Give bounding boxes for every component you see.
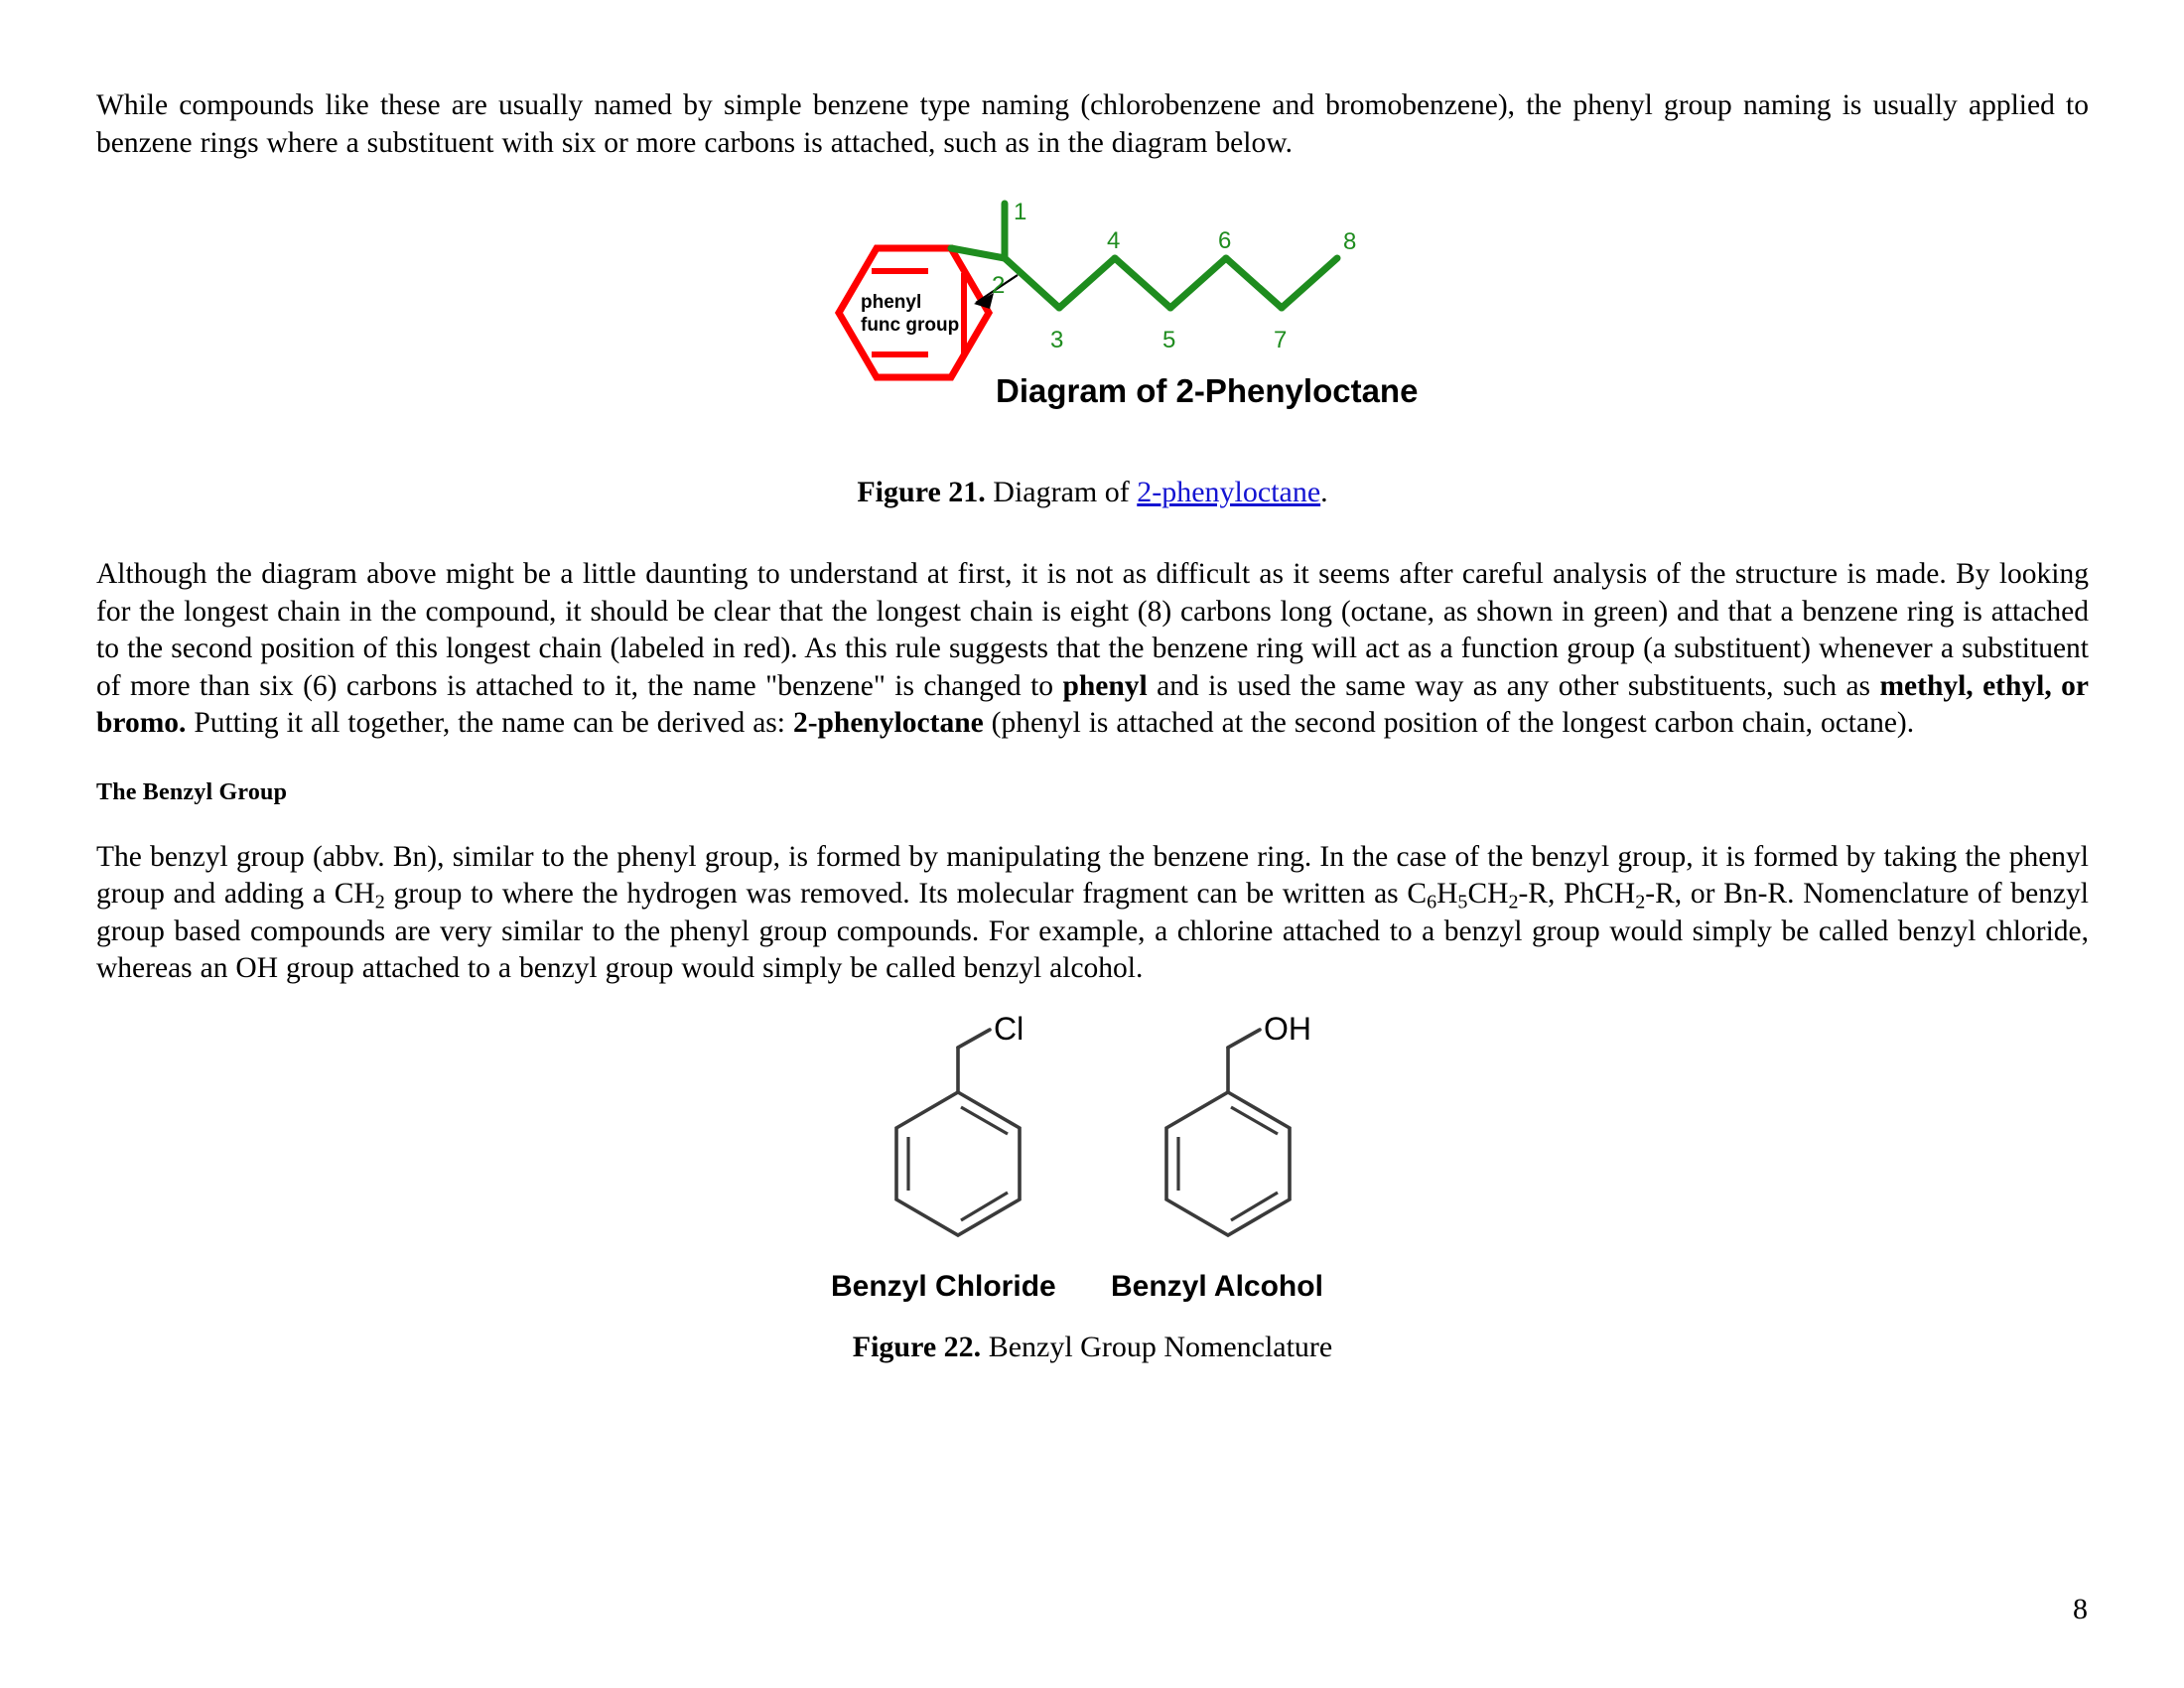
analysis-text-4: (phenyl is attached at the second position of the longest carbon chain, octane). — [983, 707, 1915, 739]
benzyl-alcohol-ring — [1166, 1092, 1290, 1235]
chain-number-4: 4 — [1107, 227, 1121, 254]
benzyl-sub-1: 2 — [374, 891, 385, 914]
benzyl-text-1: The benzyl group (abbv. Bn), similar to the phenyl group, is formed by manipulating the benzene ring. In the case of the benzyl group, it is formed by taking the phenyl group and adding a CH — [96, 840, 2089, 910]
figure-22-caption-text: Benzyl Group Nomenclature — [981, 1330, 1333, 1363]
analysis-text-2: and is used the same way as any other substituents, such as — [1147, 669, 1880, 702]
benzyl-structures-diagram — [831, 1010, 1407, 1353]
benzyl-chloride-substituent-label: Cl — [994, 1010, 1024, 1047]
figure-22-label: Figure 22. — [852, 1330, 982, 1363]
benzyl-sub-2: 6 — [1427, 891, 1437, 914]
structure-benzyl-chloride — [831, 1011, 1056, 1303]
benzyl-sub-5: 2 — [1635, 891, 1646, 914]
heading-benzyl-group: The Benzyl Group — [96, 778, 288, 805]
chain-number-2: 2 — [992, 272, 1006, 299]
figure-21-caption — [96, 474, 2089, 511]
benzyl-chloride-double-bonds — [908, 1107, 1008, 1220]
page-number: 8 — [2073, 1593, 2088, 1625]
octane-chain-green — [951, 204, 1337, 308]
benzyl-chloride-ring — [896, 1092, 1020, 1235]
phenyl-annotation-line2: func group — [861, 315, 960, 336]
chain-number-3: 3 — [1050, 327, 1064, 353]
analysis-text-3: Putting it all together, the name can be derived as: — [186, 707, 793, 739]
benzyl-sub-3: 5 — [1457, 891, 1468, 914]
figure-21-container — [96, 196, 2089, 523]
chain-number-1: 1 — [1014, 199, 1027, 225]
benzyl-text-4: CH — [1467, 878, 1509, 910]
analysis-bold-substituents: methyl, ethyl, or bromo. — [96, 669, 2090, 739]
benzyl-alcohol-substituent-label: OH — [1264, 1010, 1311, 1047]
benzyl-text-3: H — [1436, 878, 1458, 910]
chain-number-5: 5 — [1162, 327, 1176, 353]
figure-21-label: Figure 21. — [857, 476, 986, 508]
chain-number-6: 6 — [1218, 227, 1232, 254]
benzyl-alcohol-double-bonds — [1178, 1107, 1278, 1220]
chain-number-8: 8 — [1343, 228, 1357, 255]
phenyl-annotation-line1: phenyl — [861, 292, 922, 313]
figure-21-caption-after: . — [1320, 476, 1328, 508]
paragraph-benzyl — [96, 839, 2089, 988]
figure-21-link[interactable]: 2-phenyloctane — [1137, 476, 1321, 508]
diagram-title: Diagram of 2-Phenyloctane — [996, 372, 1419, 409]
structure-benzyl-alcohol — [1111, 1011, 1323, 1303]
phenyloctane-svg — [769, 199, 1544, 492]
paragraph-intro: While compounds like these are usually named by simple benzene type naming (chlorobenzene and bromobenzene), the phenyl group naming is usually applied to benzene rings where a substituent with six or more carbons is attached, such as in the diagram below. — [96, 89, 2089, 159]
benzyl-sub-4: 2 — [1508, 891, 1519, 914]
benzyl-alcohol-name: Benzyl Alcohol — [1111, 1269, 1323, 1303]
analysis-text-1: Although the diagram above might be a little daunting to understand at first, it is not as difficult as it seems after careful analysis of the structure is made. By looking for the longest chain in the compound, it should be clear that the longest chain is eight (8) carbons long (octane, as shown in green) and that a benzene ring is attached to the second position of this longest chain (labeled in red). As this rule suggests that the benzene ring will act as a function group (a substituent) whenever a substituent of more than six (6) carbons is attached to it, the name "benzene" is changed to — [96, 558, 2089, 702]
page-content — [96, 87, 2089, 1363]
phenyloctane-diagram — [769, 199, 1544, 492]
benzyl-structures-svg — [831, 1010, 1407, 1353]
analysis-bold-phenyl: phenyl — [1062, 669, 1148, 702]
figure-22-container — [96, 1010, 2089, 1363]
analysis-bold-name: 2-phenyloctane — [792, 707, 984, 739]
chain-number-7: 7 — [1274, 327, 1288, 353]
benzyl-text-6: -R, or Bn-R. Nomenclature of benzyl group based compounds are very similar to the phenyl group compounds. For example, a chlorine attached to a benzyl group would simply be called benzyl chloride, whereas an OH group attached to a benzyl group would simply be called benzyl alcohol. — [96, 878, 2089, 984]
benzyl-text-5: -R, PhCH — [1518, 878, 1636, 910]
paragraph-analysis — [96, 556, 2089, 743]
benzyl-chloride-name: Benzyl Chloride — [831, 1269, 1056, 1303]
benzene-ring-red — [839, 248, 989, 377]
figure-21-caption-before: Diagram of — [985, 476, 1138, 508]
figure-22-caption — [96, 1329, 2089, 1366]
chain-number-labels — [992, 199, 1356, 353]
benzyl-text-2: group to where the hydrogen was removed. Its molecular fragment can be written as C — [384, 878, 1428, 910]
